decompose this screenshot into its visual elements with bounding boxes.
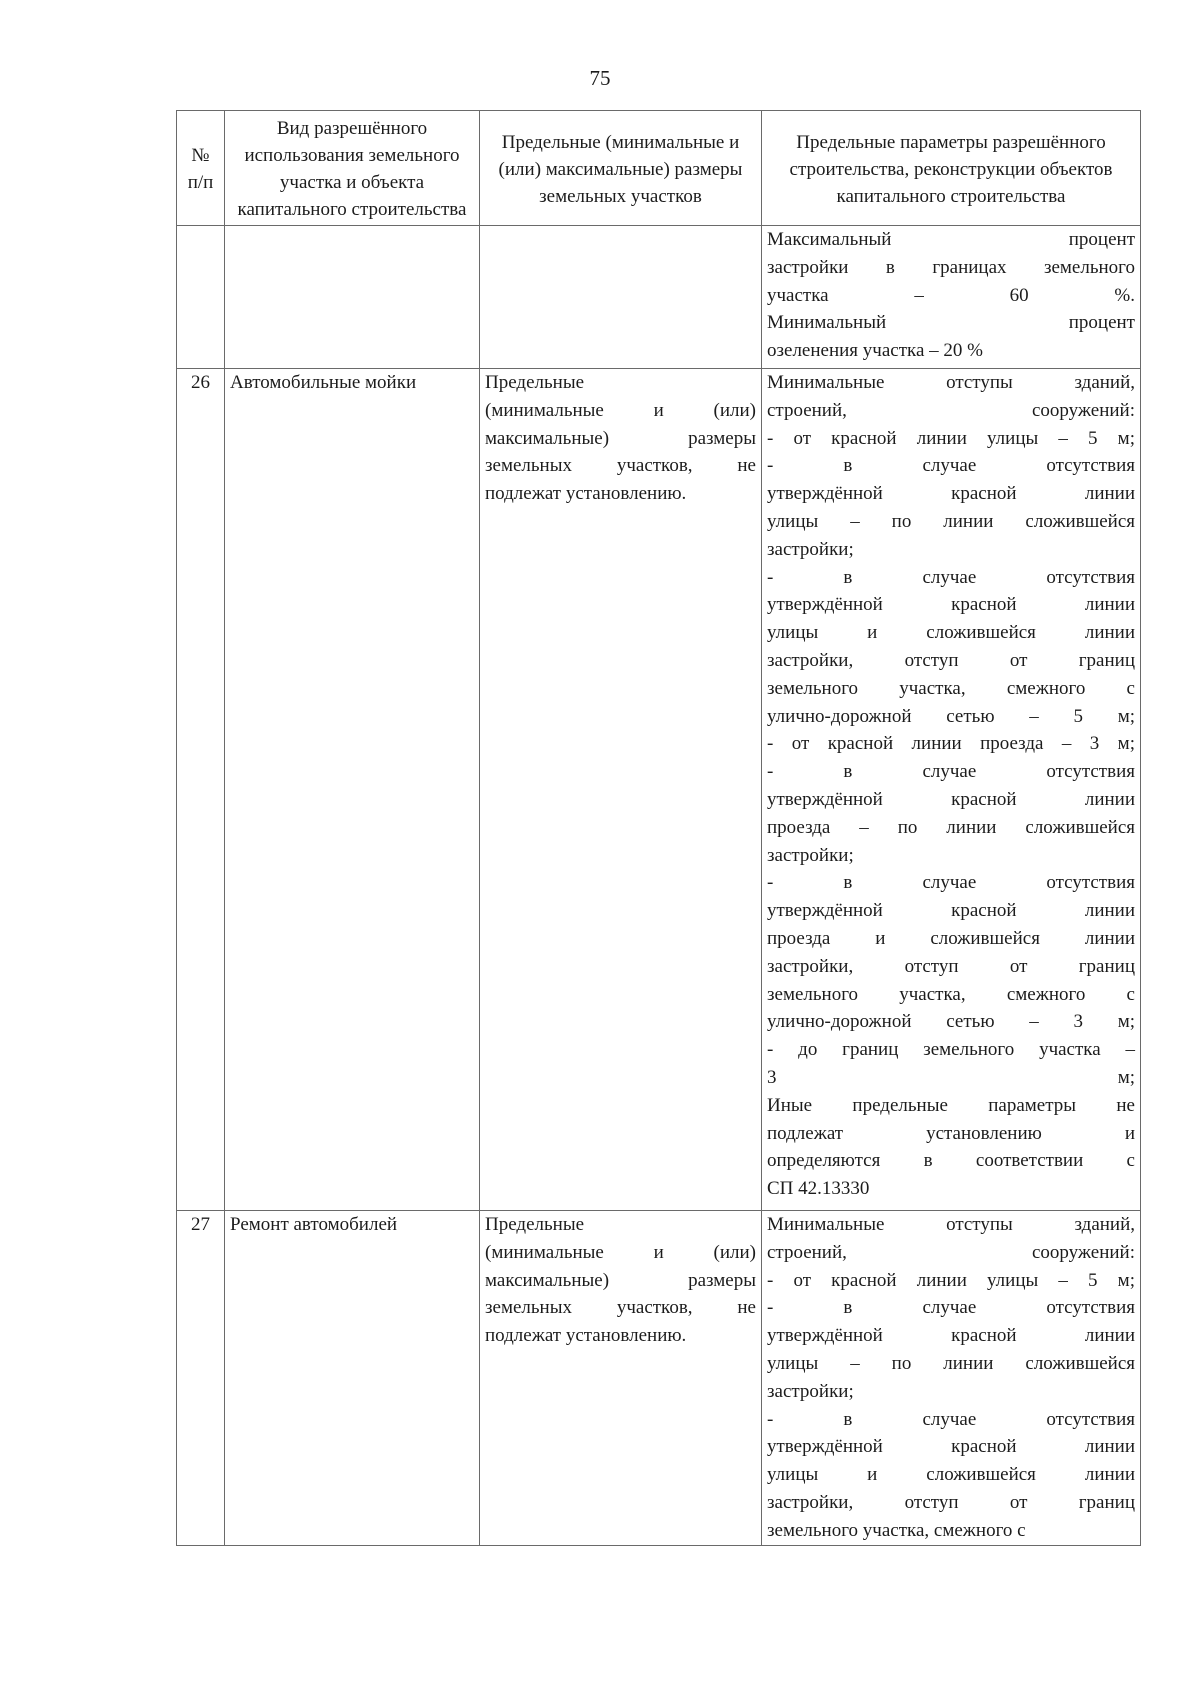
row-construction-params [762, 369, 1141, 1211]
zoning-regulations-table [176, 110, 1141, 1546]
text-line: утверждённой красной линии [767, 594, 1135, 616]
row-permitted-use: Ремонт автомобилей [225, 1211, 480, 1546]
text-line: СП 42.13330 [767, 1178, 870, 1200]
header-plot-size: Предельные (минимальные и (или) максимальные) размеры земельных участков [480, 111, 762, 226]
text-line: строений, сооружений: [767, 399, 1135, 421]
text-line: земельного участка, смежного с [767, 983, 1135, 1005]
row-construction-params [762, 226, 1141, 369]
text-line: Минимальные отступы зданий, [767, 372, 1135, 393]
text-line: Предельные [485, 1214, 585, 1235]
text-line: - от красной линии проезда – 3 м; [767, 733, 1135, 755]
text-line: (минимальные и (или) [485, 399, 756, 421]
text-line: проезда и сложившейся линии [767, 927, 1135, 949]
text-line: земельных участков, не [485, 1297, 756, 1319]
text-line: максимальные) размеры [485, 1269, 756, 1291]
row-permitted-use [225, 226, 480, 369]
text-line: утверждённой красной линии [767, 900, 1135, 922]
text-line: утверждённой красной линии [767, 788, 1135, 810]
table-header-row [177, 111, 1141, 226]
row-number [177, 226, 225, 369]
text-line: улично-дорожной сетью – 5 м; [767, 705, 1135, 727]
text-line: улицы – по линии сложившейся [767, 510, 1135, 532]
text-line: улицы – по линии сложившейся [767, 1352, 1135, 1374]
table-row [177, 1211, 1141, 1546]
text-line: озеленения участка – 20 % [767, 340, 983, 362]
text-line: - до границ земельного участка – [767, 1039, 1135, 1061]
header-number: № п/п [177, 111, 225, 226]
text-line: - в случае отсутствия [767, 1408, 1135, 1430]
text-line: - в случае отсутствия [767, 1297, 1135, 1319]
text-line: - в случае отсутствия [767, 872, 1135, 894]
text-line: застройки, отступ от границ [767, 1491, 1135, 1513]
text-line: - от красной линии улицы – 5 м; [767, 1269, 1135, 1291]
text-line: Минимальный процент [767, 312, 1135, 334]
text-line: Предельные [485, 372, 585, 393]
row-permitted-use: Автомобильные мойки [225, 369, 480, 1211]
row-plot-size [480, 369, 762, 1211]
row-number: 26 [177, 369, 225, 1211]
text-line: (минимальные и (или) [485, 1241, 756, 1263]
table-row [177, 226, 1141, 369]
text-line: подлежат установлению и [767, 1122, 1135, 1144]
text-line: застройки; [767, 1380, 854, 1402]
table-row [177, 369, 1141, 1211]
table-body [177, 226, 1141, 1546]
text-line: Максимальный процент [767, 229, 1135, 250]
row-plot-size [480, 1211, 762, 1546]
text-line: - в случае отсутствия [767, 761, 1135, 783]
text-line: улично-дорожной сетью – 3 м; [767, 1011, 1135, 1033]
text-line: застройки в границах земельного [767, 256, 1135, 278]
text-line: земельного участка, смежного с [767, 677, 1135, 699]
header-permitted-use: Вид разрешённого использования земельного участка и объекта капитального строительства [225, 111, 480, 226]
page-number: 75 [589, 66, 611, 90]
text-line: застройки, отступ от границ [767, 649, 1135, 671]
text-line: застройки; [767, 538, 854, 560]
text-line: улицы и сложившейся линии [767, 1464, 1135, 1486]
text-line: - от красной линии улицы – 5 м; [767, 427, 1135, 449]
text-line: определяются в соответствии с [767, 1150, 1135, 1172]
text-line: подлежат установлению. [485, 483, 687, 505]
text-line: проезда – по линии сложившейся [767, 816, 1135, 838]
text-line: 3 м; [767, 1066, 1135, 1088]
text-line: земельных участков, не [485, 455, 756, 477]
text-line: Минимальные отступы зданий, [767, 1214, 1135, 1235]
header-construction-params: Предельные параметры разрешённого строительства, реконструкции объектов капитального строительства [762, 111, 1141, 226]
text-line: максимальные) размеры [485, 427, 756, 449]
text-line: строений, сооружений: [767, 1241, 1135, 1263]
text-line: застройки, отступ от границ [767, 955, 1135, 977]
text-line: подлежат установлению. [485, 1325, 687, 1347]
text-line: утверждённой красной линии [767, 483, 1135, 505]
text-line: - в случае отсутствия [767, 566, 1135, 588]
row-construction-params [762, 1211, 1141, 1546]
text-line: - в случае отсутствия [767, 455, 1135, 477]
text-line: утверждённой красной линии [767, 1325, 1135, 1347]
text-line: улицы и сложившейся линии [767, 622, 1135, 644]
text-line: участка – 60 %. [767, 284, 1135, 306]
text-line: застройки; [767, 844, 854, 866]
text-line: Иные предельные параметры не [767, 1094, 1135, 1116]
text-line: утверждённой красной линии [767, 1436, 1135, 1458]
text-line: земельного участка, смежного с [767, 1519, 1026, 1541]
row-plot-size [480, 226, 762, 369]
row-number: 27 [177, 1211, 225, 1546]
